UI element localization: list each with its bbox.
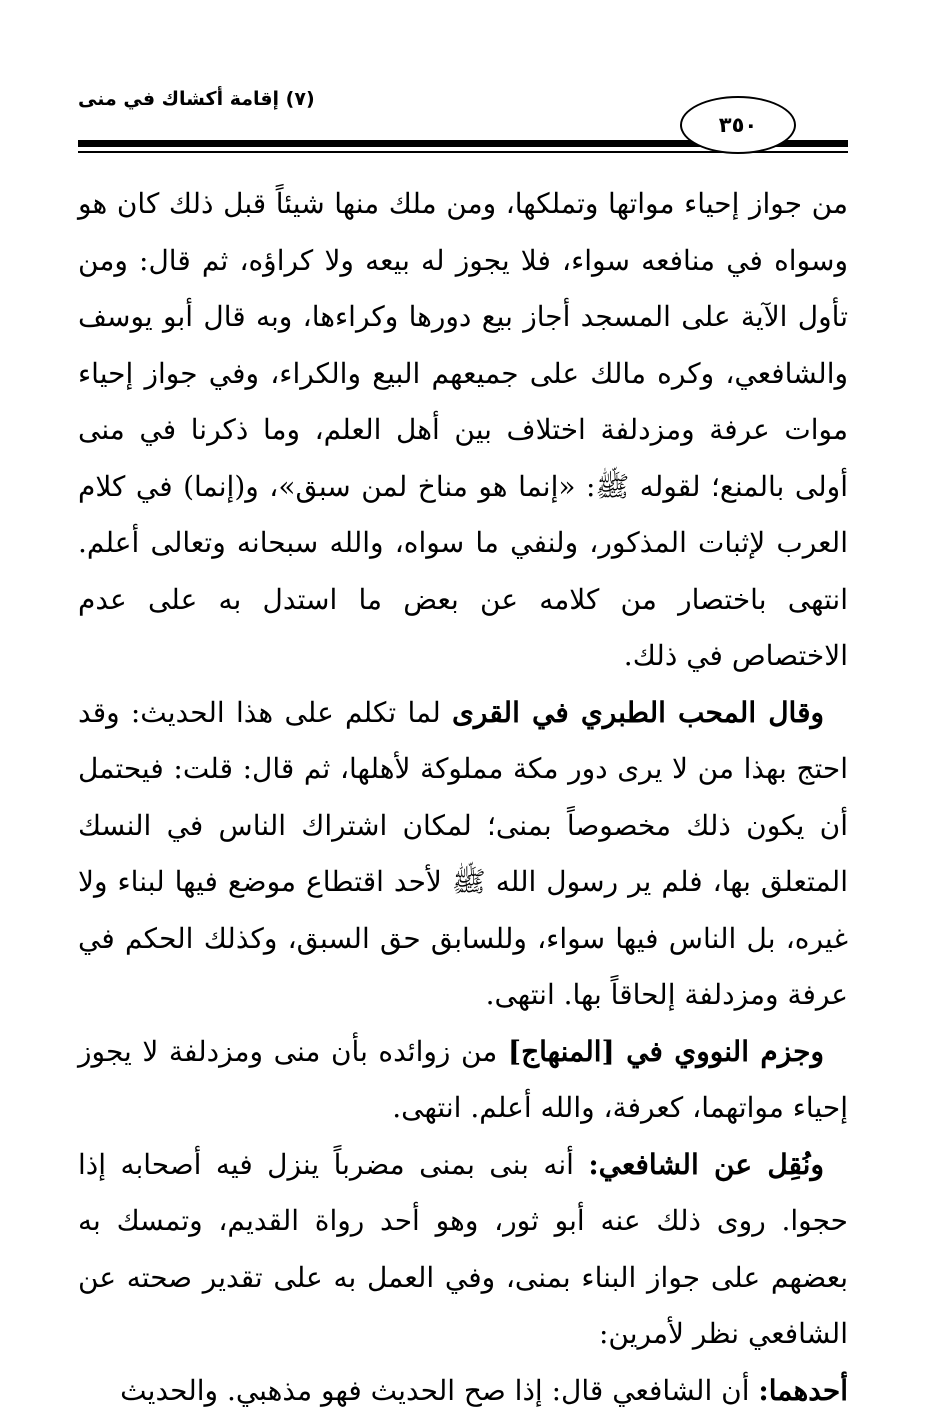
page-number-oval: [680, 96, 796, 154]
paragraph-4-text: أنه بنى بمنى مضرباً ينزل فيه أصحابه إذا حجوا. روى ذلك عنه أبو ثور، وهو أحد رواة القديم، وتمسك به بعضهم على جواز البناء بمنى، وفي العمل به على تقدير صحته عن الشافعي نظر لأمرين:: [78, 1148, 848, 1351]
page-number: ٣٥٠: [719, 113, 757, 137]
running-title: (٧) إقامة أكشاك في منى: [78, 88, 315, 110]
paragraph-4: [78, 1137, 848, 1363]
paragraph-3-lead: وجزم النووي في [المنهاج]: [508, 1035, 824, 1068]
paragraph-2-text: لما تكلم على هذا الحديث: وقد احتج بهذا من لا يرى دور مكة مملوكة لأهلها، ثم قال: قلت: فيحتمل أن يكون ذلك مخصوصاً بمنى؛ لمكان اشتراك الناس في النسك المتعلق بها، فلم ير رسول الله ﷺ لأحد اقتطاع موضع فيها لبناء ولا غيره، بل الناس فيها سواء، وللسابق حق السبق، وكذلك الحكم في عرفة ومزدلفة إلحاقاً بها. انتهى.: [78, 696, 848, 1012]
page-body: [78, 176, 848, 1419]
page-header: [78, 78, 848, 158]
paragraph-2: [78, 685, 848, 1024]
paragraph-1-text: من جواز إحياء مواتها وتملكها، ومن ملك منها شيئاً قبل ذلك كان هو وسواه في منافعه سواء، فلا يجوز له بيعه ولا كراؤه، ثم قال: ومن تأول الآية على المسجد أجاز بيع دورها وكراءها، وبه قال أبو يوسف والشافعي، وكره مالك على جميعهم البيع والكراء، وفي جواز إحياء موات عرفة ومزدلفة اختلاف بين أهل العلم، وما ذكرنا في منى أولى بالمنع؛ لقوله ﷺ: «إنما هو مناخ لمن سبق»، و(إنما) في كلام العرب لإثبات المذكور، ولنفي ما سواه، والله سبحانه وتعالى أعلم. انتهى باختصار من كلامه عن بعض ما استدل به على عدم الاختصاص في ذلك.: [78, 187, 848, 672]
paragraph-5-text: أن الشافعي قال: إذا صح الحديث فهو مذهبي. والحديث: [120, 1374, 758, 1407]
paragraph-3: [78, 1024, 848, 1137]
paragraph-2-lead: وقال المحب الطبري في القرى: [452, 696, 824, 729]
paragraph-1: [78, 176, 848, 685]
paragraph-5: [78, 1363, 848, 1419]
paragraph-5-lead: أحدهما:: [758, 1374, 848, 1407]
paragraph-3-text: من زوائده بأن منى ومزدلفة لا يجوز إحياء مواتهما، كعرفة، والله أعلم. انتهى.: [78, 1035, 848, 1125]
paragraph-4-lead: ونُقِل عن الشافعي:: [588, 1148, 824, 1181]
